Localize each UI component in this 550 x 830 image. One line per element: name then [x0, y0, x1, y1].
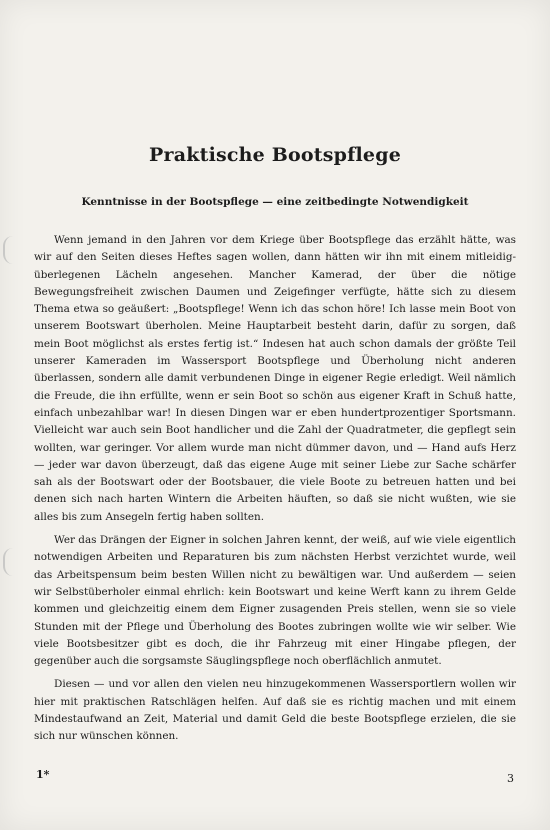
paragraph: Wenn jemand in den Jahren vor dem Kriege über Bootspflege das erzählt hätte, was wir auf den Seiten dieses Heftes sagen wollen, dann hätten wir ihn mit einem mitleidig-überlegenen Lächeln angesehen. Mancher Kamerad, der über die nötige Bewegungsfreiheit zwischen Daumen und Zeigefinger verfügte, hätte sich zu diesem Thema etwa so geäußert: „Bootspflege! Wenn ich das schon höre! Ich lasse mein Boot von unserem Bootswart überholen. Meine Hauptarbeit besteht darin, dafür zu sorgen, daß mein Boot möglichst als erstes fertig ist.“ Indesen hat auch schon damals der größte Teil unserer Kameraden im Wassersport Bootspflege und Überholung nicht anderen überlassen, sondern alle damit verbundenen Dinge in eigener Regie erledigt. Weil nämlich die Freude, die ihn erfüllte, wenn er sein Boot so schön aus eigener Kraft in Schuß hatte, einfach unbezahlbar war! In diesen Dingen war er eben hundertprozentiger Sportsmann. Vielleicht war auch sein Boot handlicher und die Zahl der Quadratmeter, die gepflegt sein wollten, war geringer. Vor allem wurde man nicht dümmer davon, und — Hand aufs Herz — jeder war davon überzeugt, daß das eigene Auge mit seiner Liebe zur Sache schärfer sah als der Bootswart oder der Bootsbauer, die viele Boote zu betreuen hatten und bei denen sich nach harten Wintern die Arbeiten häuften, so daß sie nicht wußten, wie sie alles bis zum Ansegeln fertig haben sollten.: [34, 234, 516, 523]
paragraph: Wer das Drängen der Eigner in solchen Jahren kennt, der weiß, auf wie viele eigentlich notwendigen Arbeiten und Reparaturen bis zum nächsten Herbst verzichtet wurde, weil das Arbeitspensum beim besten Willen nicht zu bewältigen war. Und außerdem — seien wir Selbstüberholer einmal ehrlich: kein Bootswart und keine Werft kann zu ihrem Gelde kommen und gleichzeitig einem dem Eigner zusagenden Preis stellen, wenn sie so viele Stunden mit der Pflege und Überholung des Bootes zubringen wollte wie wir selber. Wie viele Bootsbesitzer gibt es doch, die ihr Fahrzeug mit einer Hingabe pflegen, der gegenüber auch die sorgsamste Säuglingspflege noch oberflächlich anmutet.: [34, 534, 516, 668]
body-text: [34, 232, 516, 746]
binding-mark: [3, 548, 13, 576]
page-number: 3: [507, 772, 514, 785]
page-title: Praktische Bootspflege: [149, 144, 401, 166]
paragraph: Diesen — und vor allen den vielen neu hinzugekommenen Wassersportlern wollen wir hier mit praktischen Ratschlägen helfen. Auf daß sie es richtig machen und mit einem Mindestaufwand an Zeit, Material und damit Geld die beste Bootspflege erzielen, die sie sich nur wünschen können.: [34, 678, 516, 743]
binding-mark: [3, 236, 13, 264]
signature-mark: 1*: [36, 768, 50, 781]
page-subtitle: Kenntnisse in der Bootspflege — eine zeitbedingte Notwendigkeit: [81, 196, 469, 208]
